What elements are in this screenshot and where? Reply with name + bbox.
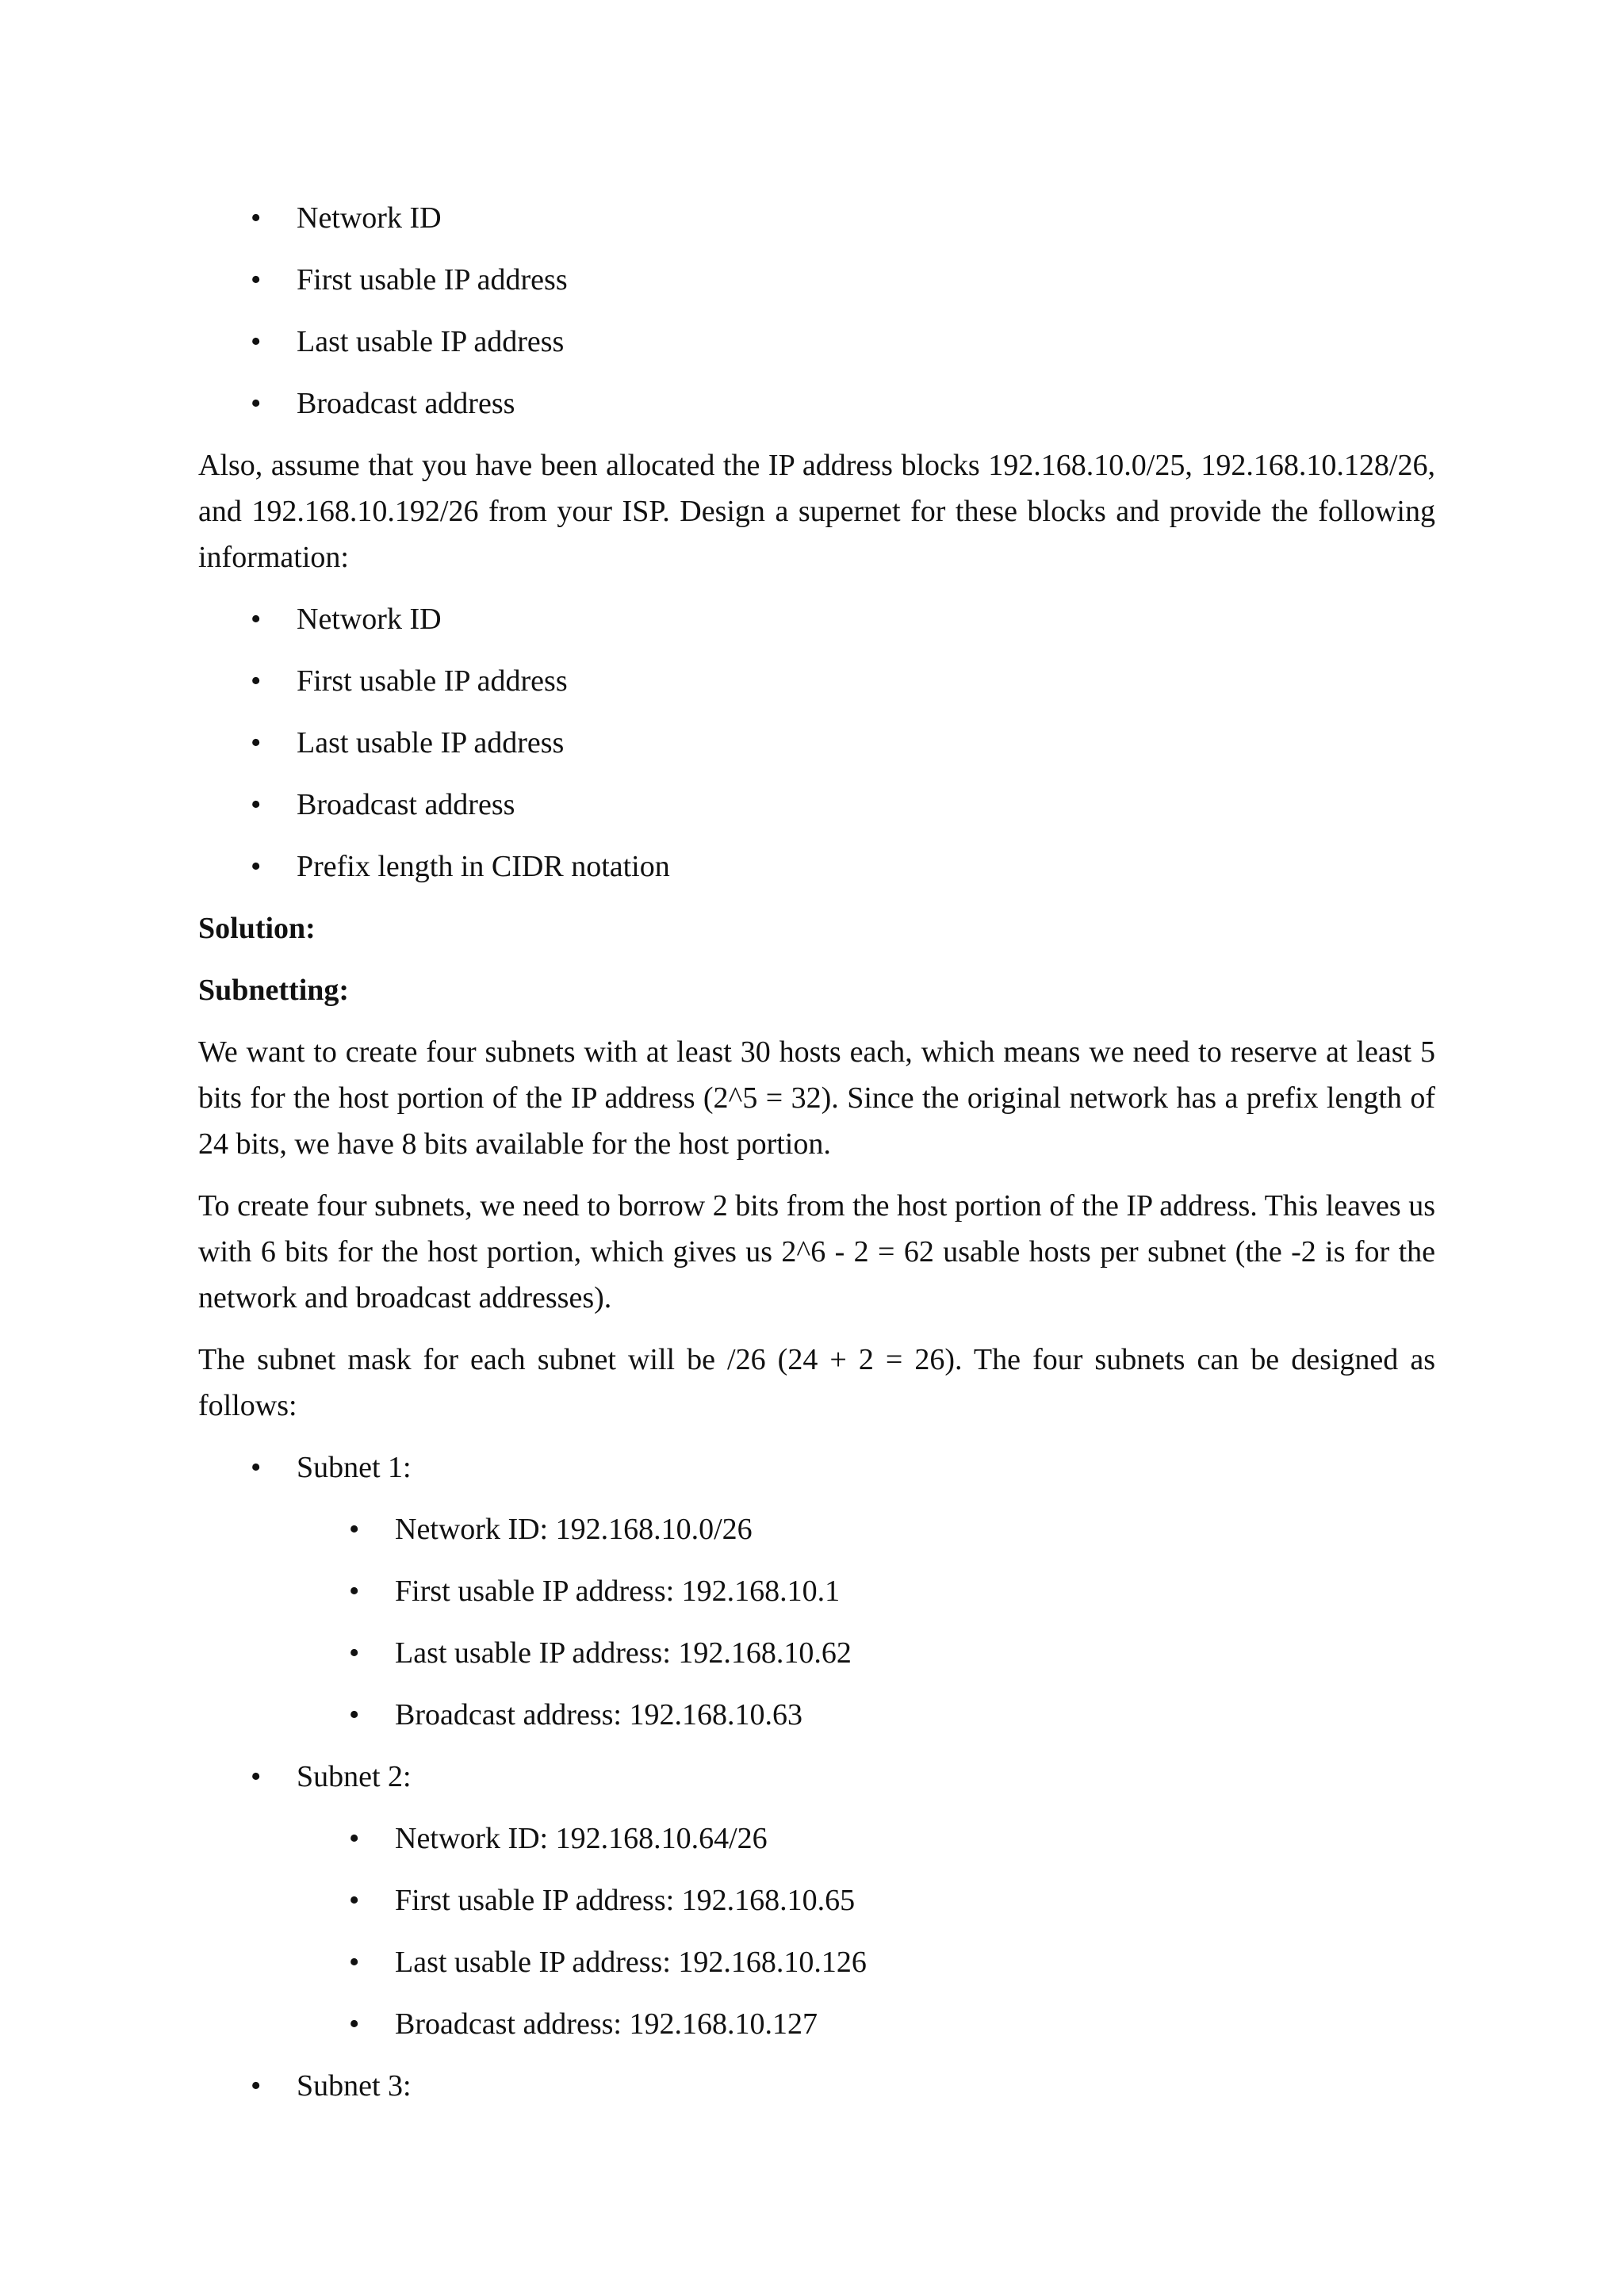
list-item: • First usable IP address xyxy=(198,257,1435,319)
bullet-icon: • xyxy=(349,2007,360,2041)
list-item: • Last usable IP address xyxy=(198,319,1435,381)
list-item: • Broadcast address: 192.168.10.127 xyxy=(198,2001,1435,2063)
bullet-icon: • xyxy=(251,2069,262,2103)
document-page xyxy=(198,195,1435,2125)
bullet-icon: • xyxy=(349,1575,360,1608)
subnet-2-label: • Subnet 2: xyxy=(198,1754,1435,1816)
list-item: • Network ID: 192.168.10.64/26 xyxy=(198,1816,1435,1877)
list-item: • Broadcast address xyxy=(198,782,1435,844)
bullet-icon: • xyxy=(251,788,262,821)
bullet-icon: • xyxy=(251,325,262,358)
bullet-icon: • xyxy=(251,1451,262,1484)
bullet-icon: • xyxy=(349,1636,360,1670)
requirements-list xyxy=(198,195,1435,442)
subnet-3-label: • Subnet 3: xyxy=(198,2063,1435,2125)
bullet-icon: • xyxy=(251,387,262,420)
subnet-list xyxy=(198,1445,1435,2125)
paragraph-borrow-bits: To create four subnets, we need to borrow 2 bits from the host portion of the IP address. This leaves us with 6 bits for the host portion, which gives us 2^6 - 2 = 62 usable hosts per subnet (the -2 is for the network and broadcast addresses). xyxy=(198,1189,1435,1314)
subnet-1-label: • Subnet 1: xyxy=(198,1445,1435,1506)
bullet-icon: • xyxy=(251,1760,262,1793)
bullet-icon: • xyxy=(251,664,262,698)
list-item: • Last usable IP address xyxy=(198,720,1435,782)
bullet-icon: • xyxy=(349,1698,360,1732)
list-item: • Broadcast address: 192.168.10.63 xyxy=(198,1692,1435,1754)
bullet-icon: • xyxy=(251,201,262,235)
solution-heading: Solution: xyxy=(198,912,316,945)
paragraph-host-bits: We want to create four subnets with at least 30 hosts each, which means we need to reserve at least 5 bits for the host portion of the IP address (2^5 = 32). Since the original network has a prefix length of 24 bits, we have 8 bits available for the host portion. xyxy=(198,1035,1435,1161)
list-item: • Network ID xyxy=(198,195,1435,257)
list-item: • Network ID xyxy=(198,596,1435,658)
supernet-paragraph: Also, assume that you have been allocated the IP address blocks 192.168.10.0/25, 192.168.10.128/26, and 192.168.10.192/26 from your ISP. Design a supernet for these blocks and provide the following information: xyxy=(198,449,1435,574)
bullet-icon: • xyxy=(251,726,262,760)
list-item: • Network ID: 192.168.10.0/26 xyxy=(198,1506,1435,1568)
supernet-requirements-list xyxy=(198,596,1435,905)
bullet-icon: • xyxy=(349,1946,360,1979)
list-item: • Broadcast address xyxy=(198,381,1435,442)
bullet-icon: • xyxy=(349,1822,360,1855)
bullet-icon: • xyxy=(251,603,262,636)
bullet-icon: • xyxy=(349,1513,360,1546)
bullet-icon: • xyxy=(251,850,262,883)
list-item: • Last usable IP address: 192.168.10.126 xyxy=(198,1939,1435,2001)
list-item: • First usable IP address xyxy=(198,658,1435,720)
list-item: • Last usable IP address: 192.168.10.62 xyxy=(198,1630,1435,1692)
list-item: • First usable IP address: 192.168.10.1 xyxy=(198,1568,1435,1630)
bullet-icon: • xyxy=(251,263,262,297)
list-item: • First usable IP address: 192.168.10.65 xyxy=(198,1877,1435,1939)
bullet-icon: • xyxy=(349,1884,360,1917)
subnetting-heading: Subnetting: xyxy=(198,974,350,1007)
list-item: • Prefix length in CIDR notation xyxy=(198,844,1435,905)
paragraph-subnet-mask: The subnet mask for each subnet will be /26 (24 + 2 = 26). The four subnets can be designed as follows: xyxy=(198,1343,1435,1422)
